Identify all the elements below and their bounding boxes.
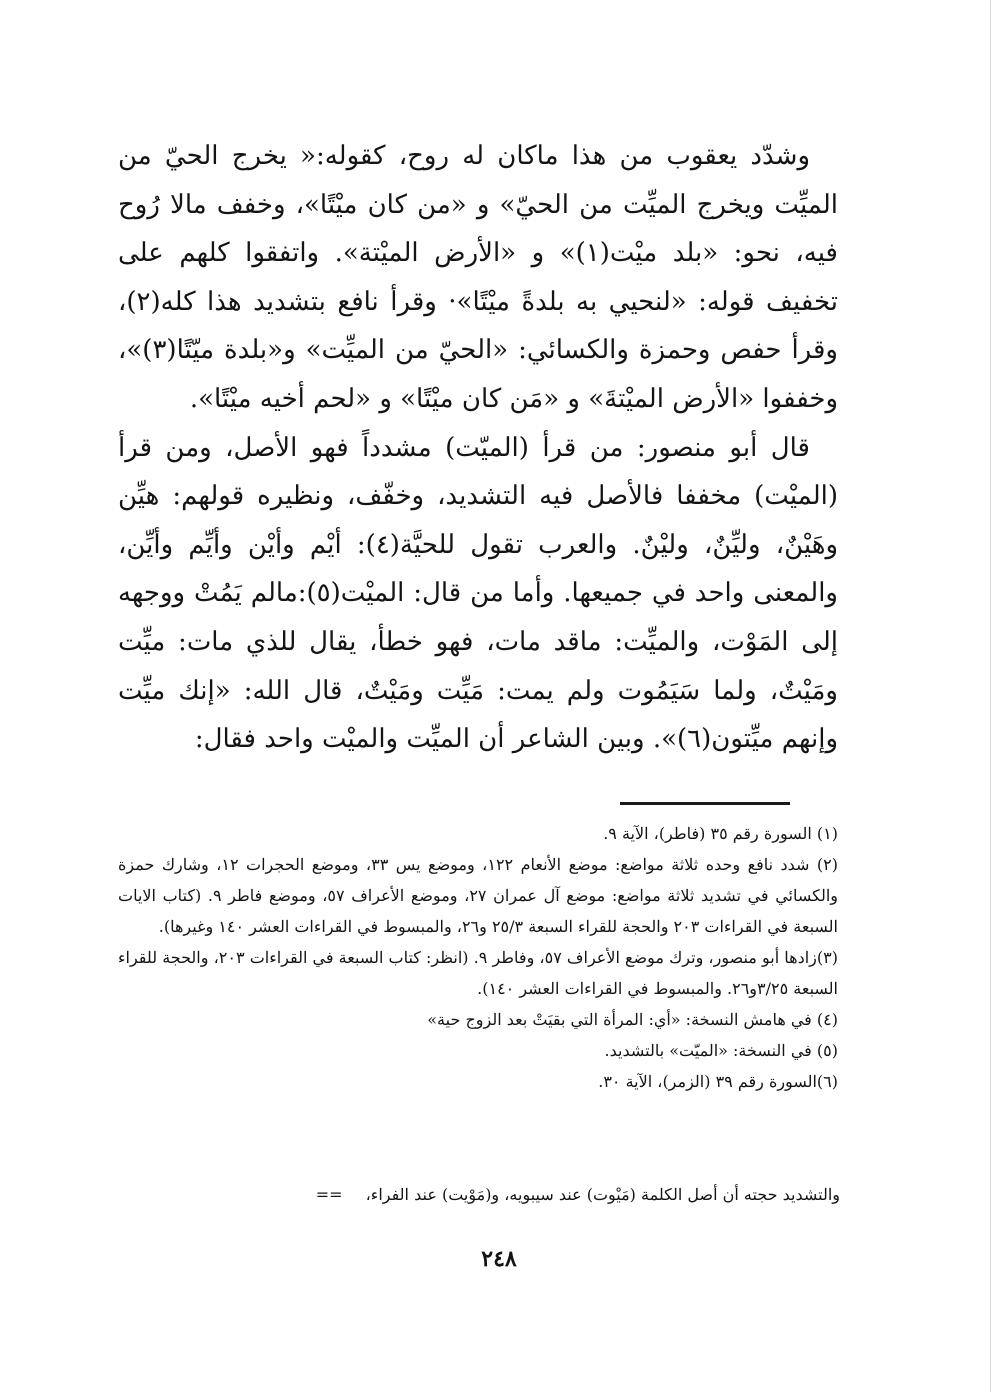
footnote-continuation — [150, 1179, 840, 1210]
scan-edge-divider — [990, 0, 991, 1392]
footnote-separator — [620, 802, 790, 805]
main-paragraph: وشدّد يعقوب من هذا ماكان له روح، كقوله:« يخرج الحيّ من الميِّت ويخرج الميِّت من الحيّ» و «من كان ميْتًا»، وخفف مالا رُوح فيه، نحو: «بلد ميْت(١)» و «الأرض الميْتة». واتفقوا كلهم على تخفيف قوله: «لنحيي به بلدةً ميْتًا»· وقرأ نافع بتشديد هذا كله(٢)، وقرأ حفص وحمزة والكسائي: «الحيّ من الميِّت» و«بلدة ميّتًا(٣)»، وخففوا «الأرض الميْتةَ» و «مَن كان ميْتًا» و «لحم أخيه ميْتًا». — [118, 141, 838, 414]
footnote-2: (٢) شدد نافع وحده ثلاثة مواضع: موضع الأنعام ١٢٢، وموضع يس ٣٣، وموضع الحجرات ١٢، وشارك حمزة والكسائي في تشديد ثلاثة مواضع: موضع آل عمران ٢٧، وموضع الأعراف ٥٧، وموضع فاطر ٩. (كتاب الايات السبعة في القراءات ٢٠٣ والحجة للقراء السبعة ٢٥/٣ و٢٦، والمبسوط في القراءات العشر ١٤٠ وغيرها). — [118, 855, 839, 936]
footnote-3: (٣)زادها أبو منصور، وترك موضع الأعراف ٥٧، وفاطر ٩. (انظر: كتاب السبعة في القراءات ٢٠٣، والحجة للقراء السبعة ٣/٢٥و٢٦. والمبسوط في القراءات العشر ١٤٠). — [118, 948, 838, 998]
page-number: ٢٤٨ — [481, 1246, 517, 1272]
footnote-4: (٤) في هامش النسخة: «أي: المرأة التي بقيَتْ بعد الزوج حية» — [427, 1010, 838, 1029]
continuation-text: والتشديد حجته أن أصل الكلمة (مَيْوت) عند سيبويه، و(مَوْيت) عند الفراء، — [365, 1185, 840, 1204]
footnote-6: (٦)السورة رقم ٣٩ (الزمر)، الآية ٣٠. — [598, 1072, 838, 1091]
footnotes — [118, 818, 838, 1097]
main-paragraph: قال أبو منصور: من قرأ (الميّت) مشدداً فهو الأصل، ومن قرأ (الميْت) مخففا فالأصل فيه التشديد، وخفّف، ونظيره قولهم: هيِّن وهَيْنٌ، وليِّنٌ، وليْنٌ. والعرب تقول للحيَّة(٤): أيْم وأيْن وأيِّم وأيِّن، والمعنى واحد في جميعها. وأما من قال: الميْت(٥):مالم يَمُتْ ووجهه إلى المَوْت، والميِّت: ماقد مات، فهو خطأ، يقال للذي مات: ميِّت ومَيْتٌ، ولما سَيَمُوت ولم يمت: مَيِّت ومَيْتٌ، قال الله: «إنك ميِّت وإنهم ميِّتون(٦)». وبين الشاعر أن الميِّت والميْت واحد فقال: — [118, 432, 838, 755]
main-text — [118, 132, 838, 764]
continuation-mark: == — [315, 1185, 343, 1204]
footnote-5: (٥) في النسخة: «الميّت» بالتشديد. — [604, 1041, 838, 1060]
footnote-1: (١) السورة رقم ٣٥ (فاطر)، الآية ٩. — [603, 824, 838, 843]
